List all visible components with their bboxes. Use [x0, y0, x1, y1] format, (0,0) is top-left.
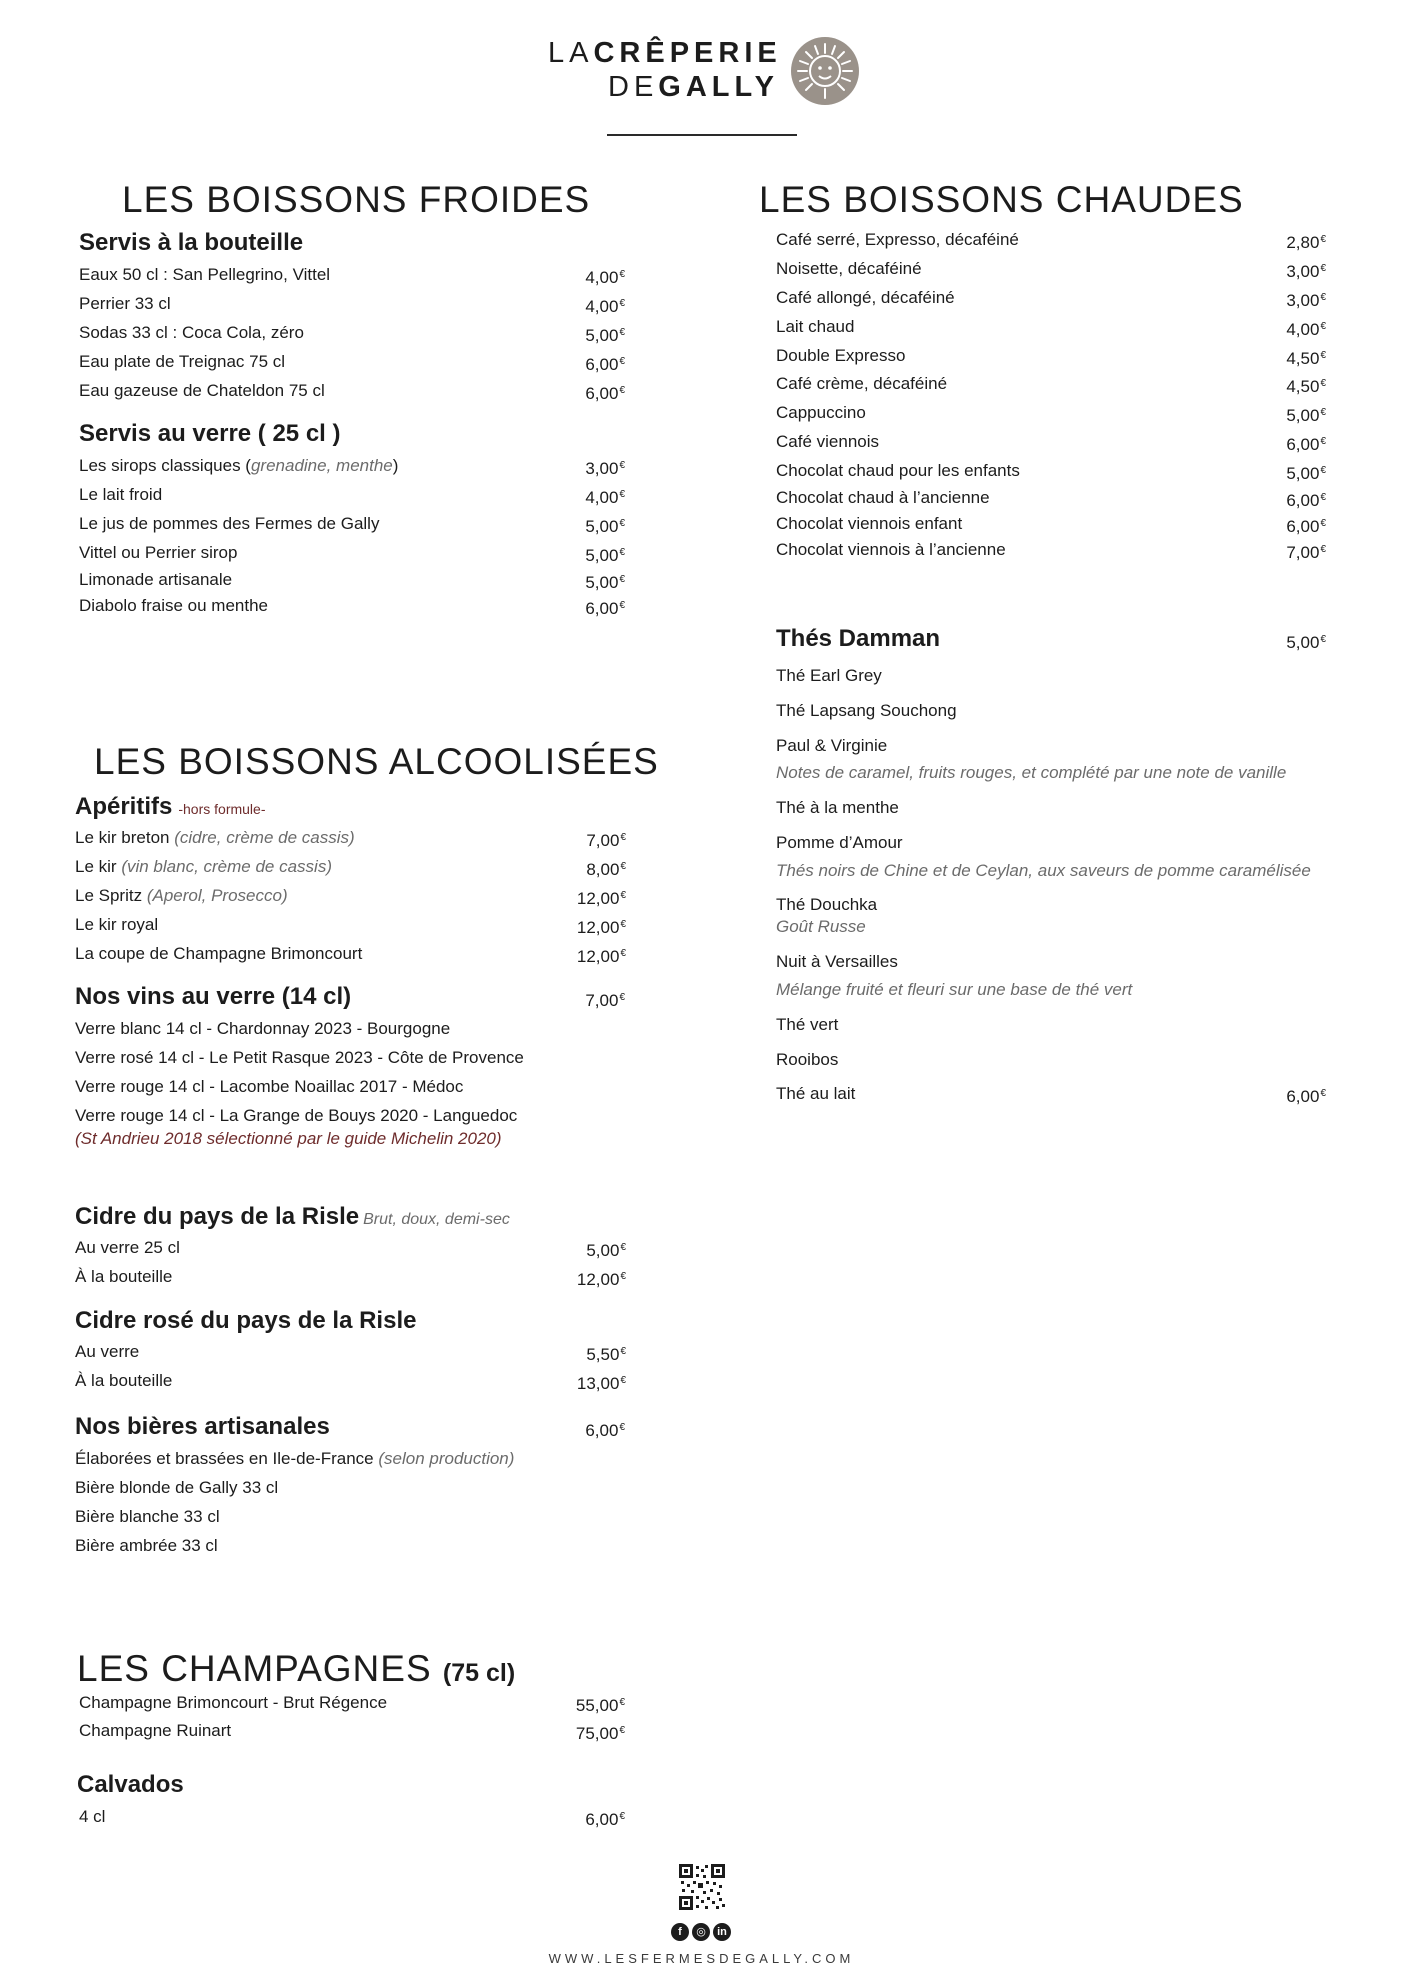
facebook-icon[interactable]: f — [671, 1923, 689, 1941]
section-title-chaudes: LES BOISSONS CHAUDES — [759, 179, 1244, 220]
tea-description: Mélange fruité et fleuri sur une base de thé vert — [776, 980, 1133, 999]
heading-bieres: Nos bières artisanales — [75, 1413, 330, 1440]
heading-verre: Servis au verre ( 25 cl ) — [79, 420, 341, 447]
heading-thes: Thés Damman — [776, 625, 941, 652]
section-title-alcool: LES BOISSONS ALCOOLISÉES — [94, 741, 659, 782]
heading-vins: Nos vins au verre (14 cl) — [75, 983, 352, 1010]
heading-bouteille: Servis à la bouteille — [79, 229, 304, 256]
social-links — [671, 1923, 731, 1943]
logo-divider — [607, 134, 797, 136]
vins-note: (St Andrieu 2018 sélectionné par le guide Michelin 2020) — [75, 1129, 502, 1148]
sun-face-icon — [790, 36, 860, 106]
logo — [548, 38, 858, 108]
heading-cidre: Cidre du pays de la Risle Brut, doux, demi-sec — [75, 1203, 510, 1230]
tea-description: Goût Russe — [776, 917, 866, 936]
website-link[interactable]: WWW.LESFERMESDEGALLY.COM — [548, 1951, 855, 1966]
tea-description: Notes de caramel, fruits rouges, et complété par une note de vanille — [776, 763, 1287, 782]
tea-description: Thés noirs de Chine et de Ceylan, aux saveurs de pomme caramélisée — [776, 861, 1311, 880]
price-vins: 7,00€ — [585, 991, 625, 1010]
price-thes: 5,00€ — [1286, 633, 1326, 652]
linkedin-icon[interactable]: in — [713, 1923, 731, 1941]
section-title-champagnes: LES CHAMPAGNES (75 cl) — [77, 1648, 516, 1689]
instagram-icon[interactable]: ◎ — [692, 1923, 710, 1941]
heading-aperitifs: Apéritifs -hors formule- — [75, 793, 266, 820]
logo-line-2: DEGALLY — [608, 71, 779, 103]
heading-calvados: Calvados — [77, 1771, 184, 1798]
heading-cidre-rose: Cidre rosé du pays de la Risle — [75, 1307, 417, 1334]
section-title-froides: LES BOISSONS FROIDES — [122, 179, 591, 220]
logo-line-1: LACRÊPERIE — [548, 37, 782, 69]
price-bieres: 6,00€ — [585, 1421, 625, 1440]
qr-code-icon[interactable] — [679, 1864, 725, 1910]
